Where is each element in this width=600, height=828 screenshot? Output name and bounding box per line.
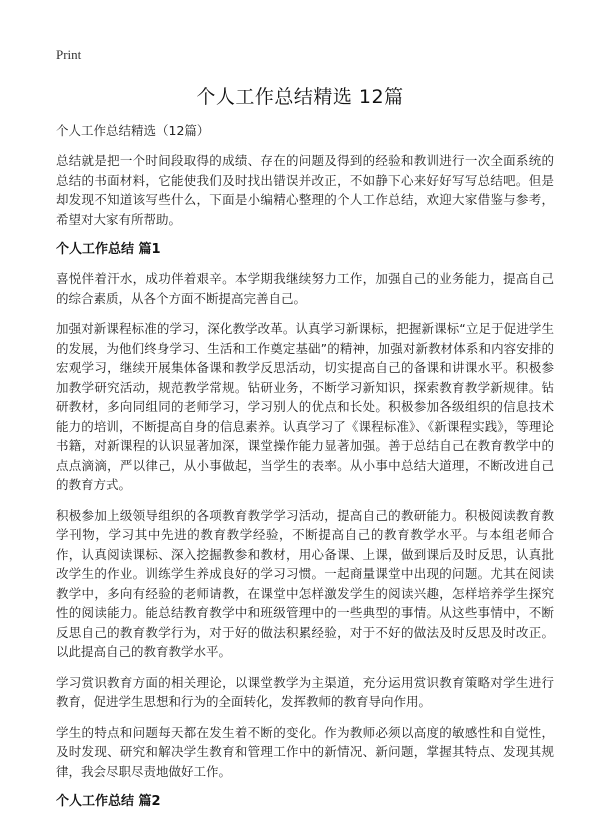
section-paragraph: 积极参加上级领导组织的各项教育教学学习活动，提高自己的教研能力。积极阅读教育教学刊物，学习其中先进的教育教学经验，不断提高自己的教育教学水平。与本组老师合作，认真阅读课标、深入挖掘教参和教材，用心备课、上课，做到课后及时反思，认真批改学生的作业。训练学生养成良好的学习习惯。一起商量课堂中出现的问题。尤其在阅读教学中，多向有经验的老师请教，在课堂中怎样激发学生的阅读兴趣，怎样培养学生探究性的阅读能力。能总结教育教学中和班级管理中的一些典型的事情。从这些事情中，不断反思自己的教育教学行为，对于好的做法积累经验，对于不好的做法及时反思及时改正。以此提高自己的教育教学水平。 <box>56 507 554 659</box>
section-2 <box>56 792 554 812</box>
intro-paragraph: 总结就是把一个时间段取得的成绩、存在的问题及得到的经验和教训进行一次全面系统的总结的书面材料，它能使我们及时找出错误并改正，不如静下心来好好写写总结吧。但是却发现不知道该写些什么，下面是小编精心整理的个人工作总结，欢迎大家借鉴与参考，希望对大家有所帮助。 <box>56 153 554 227</box>
section-1 <box>56 240 554 781</box>
document-body <box>56 121 554 821</box>
section-paragraph: 喜悦伴着汗水，成功伴着艰辛。本学期我继续努力工作，加强自己的业务能力，提高自己的综合素质，从各个方面不断提高完善自己。 <box>56 271 554 306</box>
section-paragraph: 加强对新课程标准的学习，深化教学改革。认真学习新课标，把握新课标“立足于促进学生的发展，为他们终身学习、生活和工作奠定基础”的精神，加强对新教材体系和内容安排的宏观学习，继续开展集体备课和教学反思活动，切实提高自己的备课和讲课水平。积极参加教学研究活动，规范教学常规。钻研业务，不断学习新知识，探索教育教学新规律。钻研教材，多向同组同的老师学习，学习别人的优点和长处。积极参加各级组织的信息技术能力的培训，不断提高自身的信息素养。认真学习了《课程标准》、《新课程实践》，等理论书籍，对新课程的认识显著加深，课堂操作能力显著加强。善于总结自己在教育教学中的点点滴滴，严以律己，从小事做起，当学生的表率。从小事中总结大道理，不断改进自己的教育方式。 <box>56 321 554 492</box>
print-link[interactable]: Print <box>56 47 82 62</box>
document-subtitle: 个人工作总结精选（12篇） <box>56 123 210 138</box>
section-paragraph: 学习赏识教育方面的相关理论，以课堂教学为主渠道，充分运用赏识教育策略对学生进行教育，促进学生思想和行为的全面转化，发挥教师的教育导向作用。 <box>56 674 554 709</box>
section-heading: 个人工作总结 篇2 <box>56 794 161 809</box>
section-heading: 个人工作总结 篇1 <box>56 242 161 257</box>
section-paragraph: 学生的特点和问题每天都在发生着不断的变化。作为教师必须以高度的敏感性和自觉性，及时发现、研究和解决学生教育和管理工作中的新情况、新问题，掌握其特点、发现其规律，我会尽职尽责地做好工作。 <box>56 724 554 779</box>
page-title: 个人工作总结精选 12篇 <box>196 86 404 108</box>
